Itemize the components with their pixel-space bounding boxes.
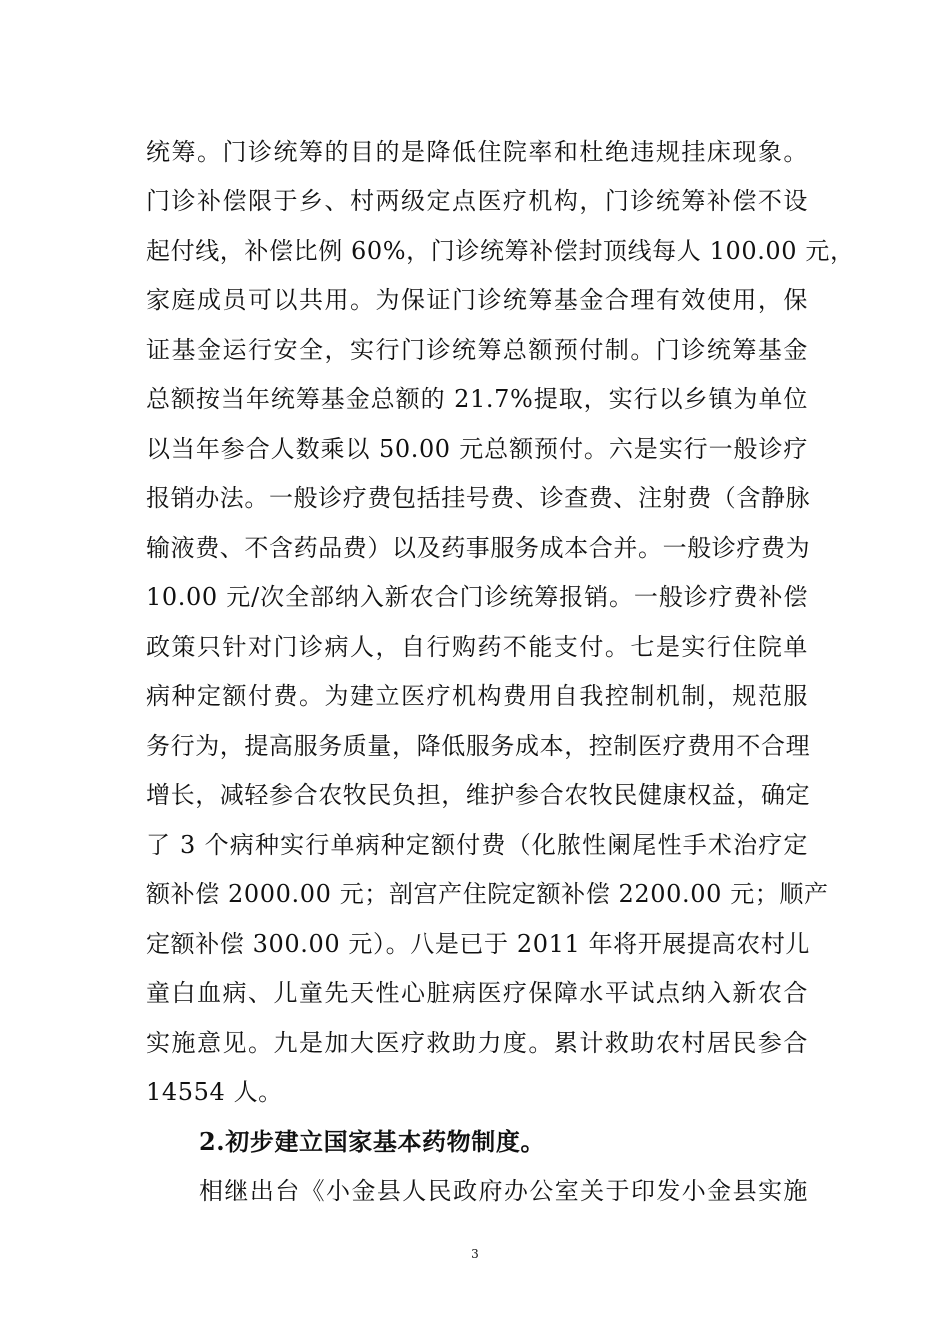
- body-line-10: 10.00 元/次全部纳入新农合门诊统筹报销。一般诊疗费补偿: [146, 583, 808, 611]
- page-number: 3: [471, 1247, 479, 1261]
- body-line-16: 额补偿 2000.00 元；剖宫产住院定额补偿 2200.00 元；顺产: [146, 880, 829, 908]
- body-line-2: 门诊补偿限于乡、村两级定点医疗机构，门诊统筹补偿不设: [146, 187, 808, 215]
- body-line-19: 实施意见。九是加大医疗救助力度。累计救助农村居民参合: [146, 1029, 808, 1057]
- closing-line: 相继出台《小金县人民政府办公室关于印发小金县实施: [199, 1177, 808, 1205]
- section-heading: 2.初步建立国家基本药物制度。: [199, 1127, 546, 1156]
- body-line-13: 务行为，提高服务质量，降低服务成本，控制医疗费用不合理: [146, 732, 811, 760]
- body-line-1: 统筹。门诊统筹的目的是降低住院率和杜绝违规挂床现象。: [146, 138, 808, 166]
- body-line-5: 证基金运行安全，实行门诊统筹总额预付制。门诊统筹基金: [146, 336, 808, 364]
- body-line-9: 输液费、不含药品费）以及药事服务成本合并。一般诊疗费为: [146, 534, 811, 562]
- body-line-18: 童白血病、儿童先天性心脏病医疗保障水平试点纳入新农合: [146, 979, 808, 1007]
- body-line-20: 14554 人。: [146, 1078, 283, 1106]
- body-line-12: 病种定额付费。为建立医疗机构费用自我控制机制，规范服: [146, 682, 808, 710]
- body-line-6: 总额按当年统筹基金总额的 21.7%提取，实行以乡镇为单位: [146, 385, 808, 413]
- body-line-11: 政策只针对门诊病人，自行购药不能支付。七是实行住院单: [146, 633, 808, 661]
- body-line-14: 增长，减轻参合农牧民负担，维护参合农牧民健康权益，确定: [146, 781, 811, 809]
- body-line-4: 家庭成员可以共用。为保证门诊统筹基金合理有效使用，保: [146, 286, 808, 314]
- body-line-17: 定额补偿 300.00 元）。八是已于 2011 年将开展提高农村儿: [146, 930, 810, 958]
- body-line-8: 报销办法。一般诊疗费包括挂号费、诊查费、注射费（含静脉: [146, 484, 811, 512]
- body-line-3: 起付线，补偿比例 60%，门诊统筹补偿封顶线每人 100.00 元，: [146, 237, 855, 265]
- body-line-15: 了 3 个病种实行单病种定额付费（化脓性阑尾性手术治疗定: [146, 831, 808, 859]
- body-line-7: 以当年参合人数乘以 50.00 元总额预付。六是实行一般诊疗: [146, 435, 808, 463]
